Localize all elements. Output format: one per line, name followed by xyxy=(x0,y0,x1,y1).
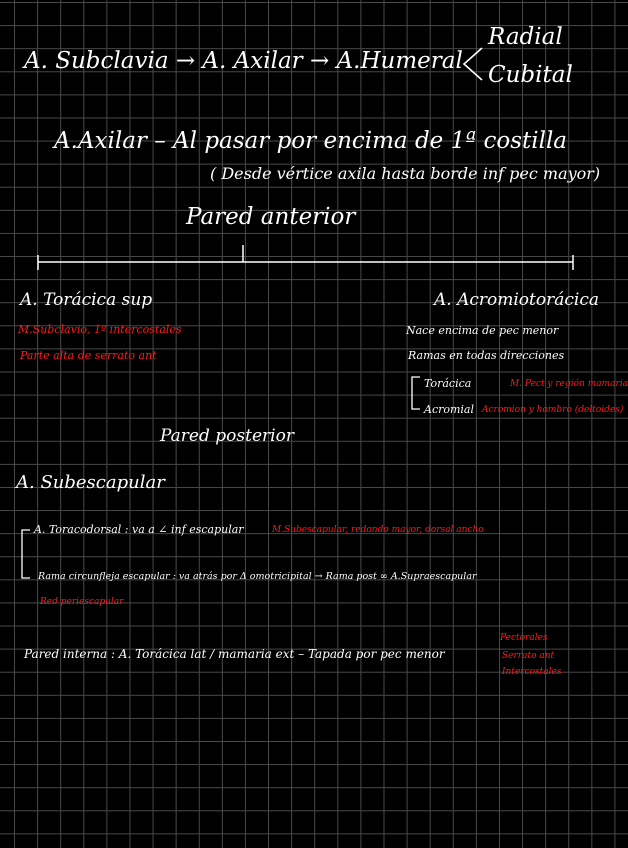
subescapular-bracket xyxy=(22,530,30,578)
interna-red-intercostales: Intercostales xyxy=(502,667,562,677)
acromio-toracica-red: M. Pect y región mamaria xyxy=(510,379,628,389)
toracica-sup-title: A. Torácica sup xyxy=(20,290,153,310)
interna-red-pectorales: Pectorales xyxy=(500,633,548,643)
branch-radial: Radial xyxy=(488,24,563,50)
acromio-line2: Ramas en todas direcciones xyxy=(408,349,565,362)
acromio-toracica-label: Torácica xyxy=(424,377,472,390)
acromio-title: A. Acromiotorácica xyxy=(434,290,599,310)
axilar-range: ( Desde vértice axila hasta borde inf pec mayor) xyxy=(210,164,601,183)
branch-bracket xyxy=(464,48,482,80)
subescapular-title: A. Subescapular xyxy=(16,472,165,493)
posterior-heading: Pared posterior xyxy=(160,426,294,446)
circunfleja-red: Red periescapular xyxy=(40,597,124,607)
anterior-heading: Pared anterior xyxy=(186,204,356,230)
acromio-bracket xyxy=(412,377,420,409)
pared-interna-text: Pared interna : A. Torácica lat / mamaria ext – Tapada por pec menor xyxy=(24,647,445,661)
toracodorsal-text: A. Toracodorsal : va a ∠ inf escapular xyxy=(34,523,244,536)
arterial-pathway: A. Subclavia → A. Axilar → A.Humeral xyxy=(24,48,463,74)
branch-cubital: Cubital xyxy=(488,62,573,88)
toracica-sup-line2: Parte alta de serrato ant xyxy=(20,349,157,362)
axilar-title: A.Axilar – Al pasar por encima de 1ª costilla xyxy=(54,128,568,154)
acromio-acromial-label: Acromial xyxy=(424,403,475,416)
acromio-line1: Nace encima de pec menor xyxy=(406,324,559,337)
interna-red-serrato: Serrato ant xyxy=(502,651,555,661)
circunfleja-text: Rama circunfleja escapular : va atrás por Δ omotricipital → Rama post ∞ A.Supraescapular xyxy=(38,571,477,582)
acromio-acromial-red: Acromion y hombro (deltoides) xyxy=(482,405,624,415)
toracodorsal-red: M.Subescapular, redondo mayor, dorsal ancho xyxy=(272,525,484,535)
toracica-sup-line1: M.Subclavio, 1º intercostales xyxy=(18,323,182,336)
